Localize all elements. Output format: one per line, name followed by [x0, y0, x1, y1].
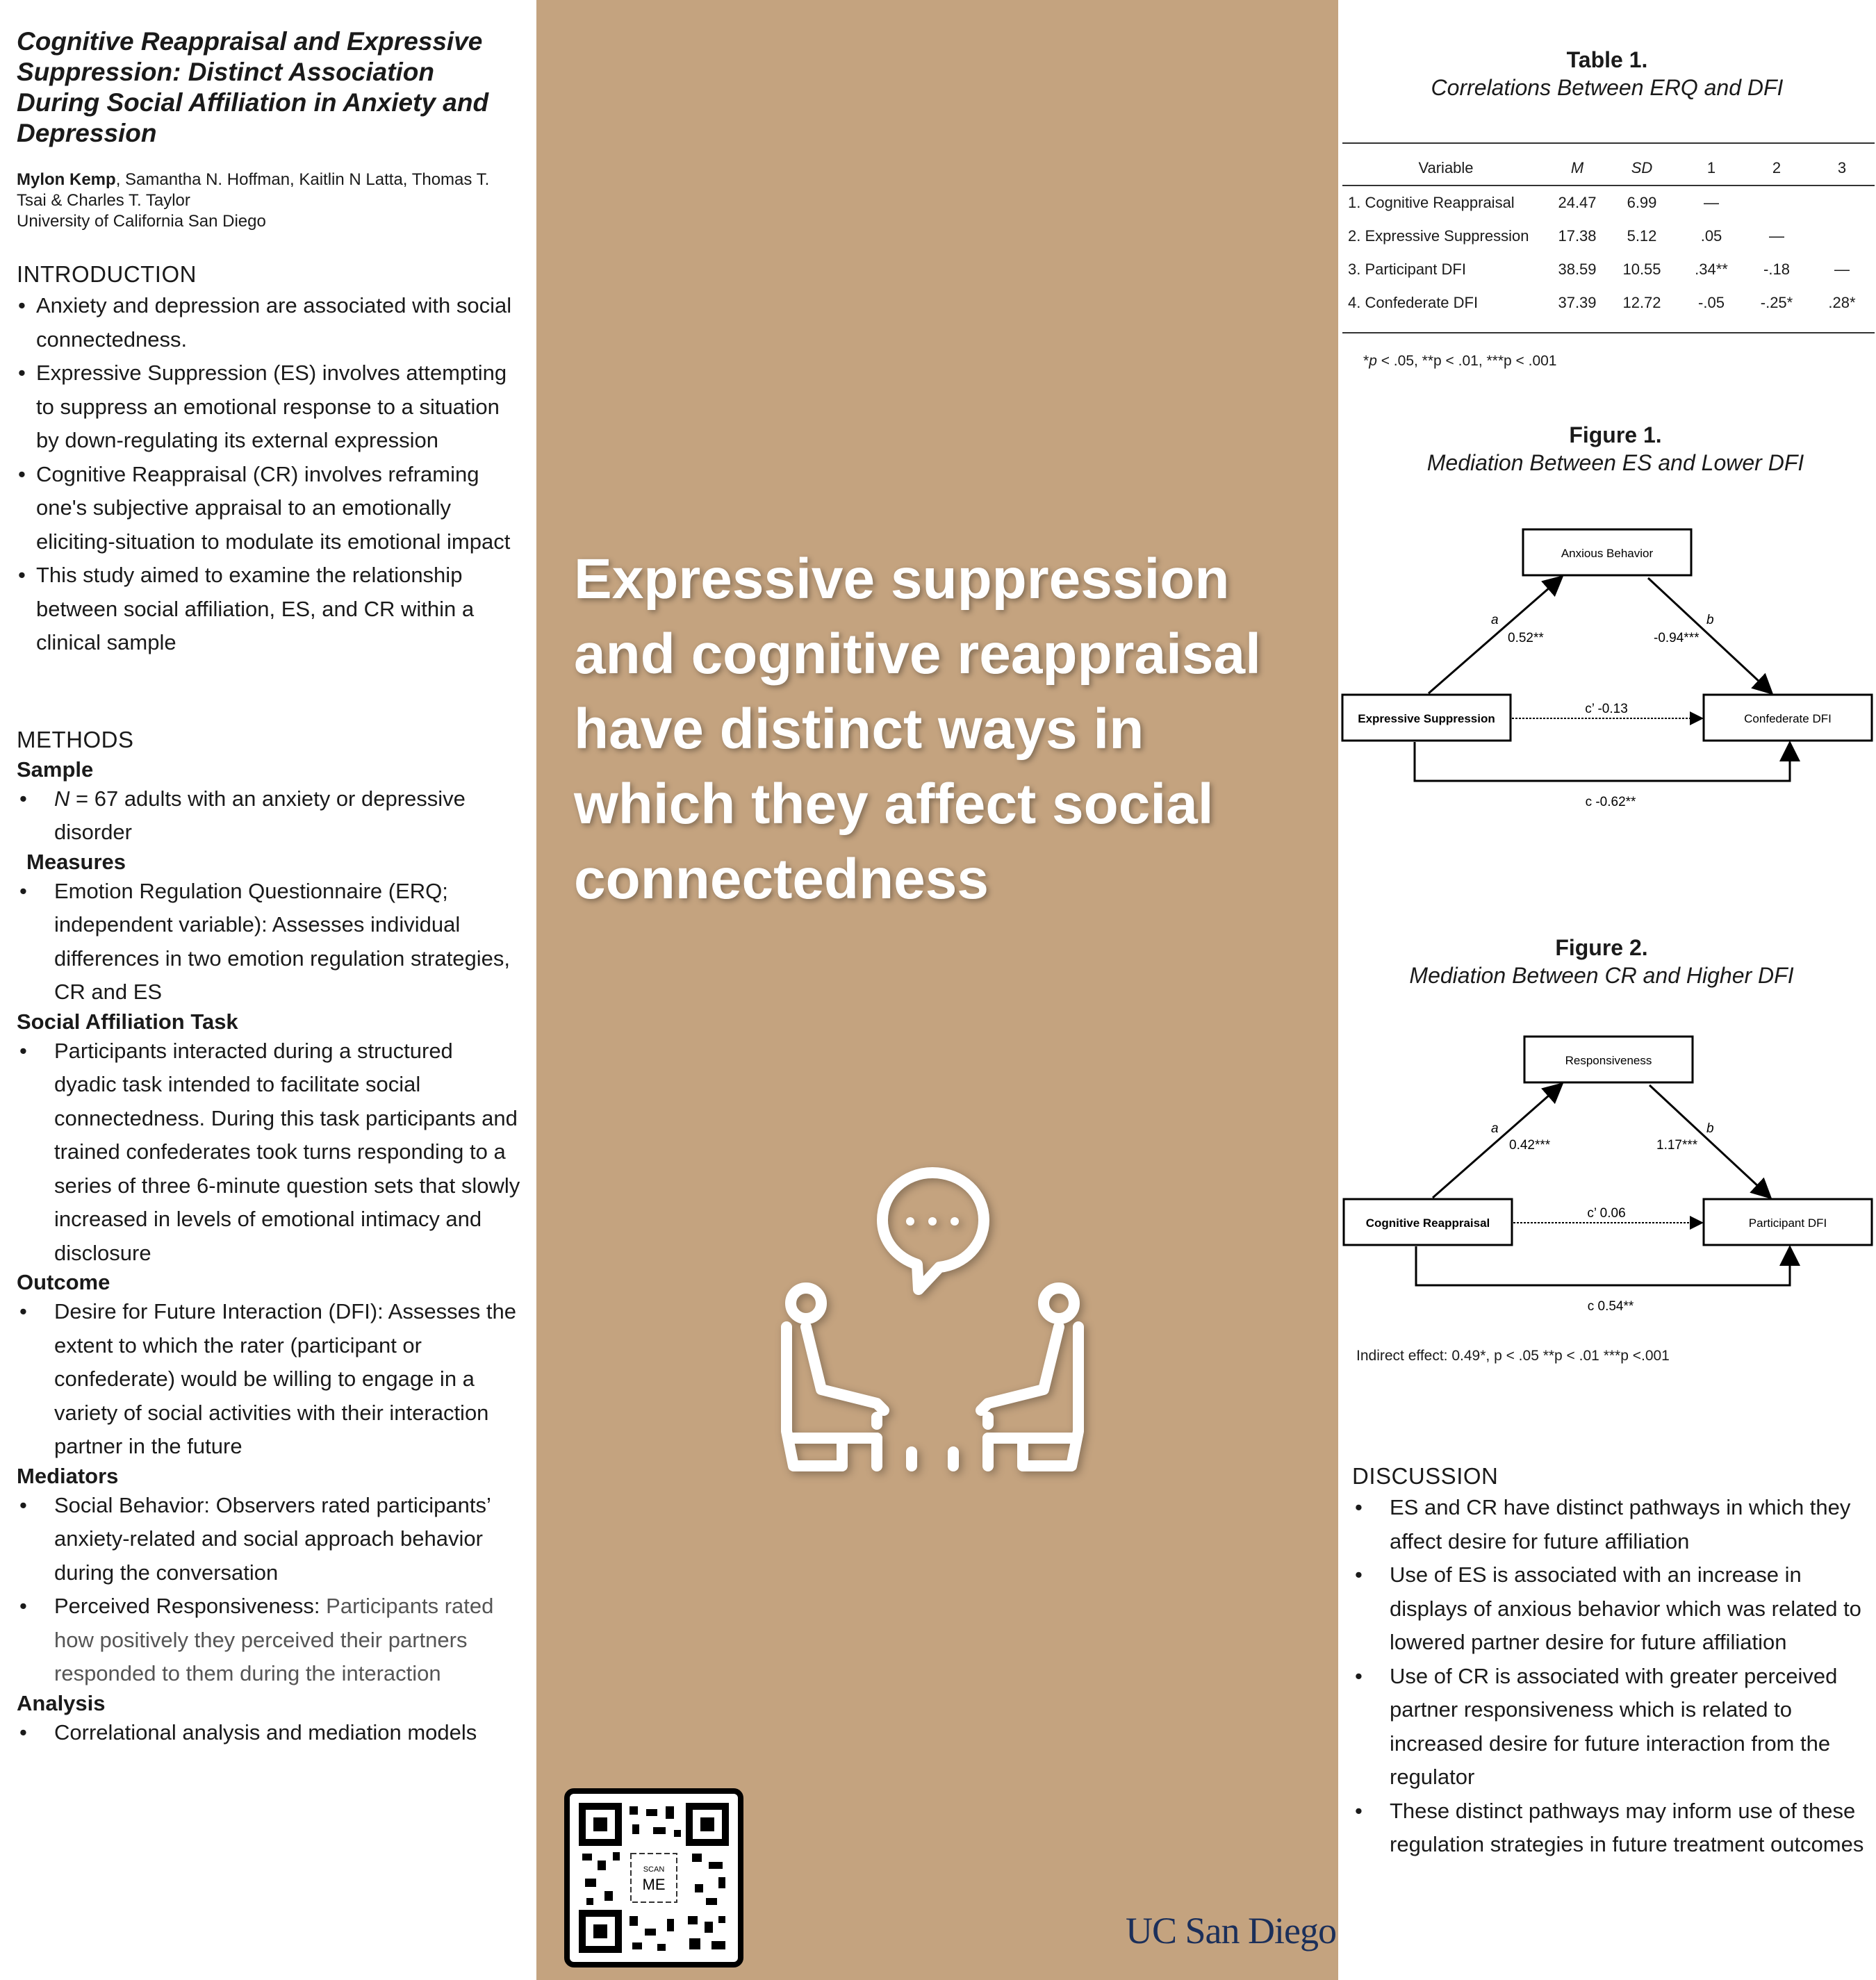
sample-n-symbol: N — [54, 786, 70, 811]
list-item: • This study aimed to examine the relationship between social affiliation, ES, and CR within a clinical sample — [17, 559, 521, 660]
list-item: • Desire for Future Interaction (DFI): Assesses the extent to which the rater (participant or confederate) would be willing to engage in a variety of social activities with their interaction partner in the future — [17, 1295, 521, 1464]
list-item: • Use of ES is associated with an increase in displays of anxious behavior which was related to lowered partner desire for future affiliation — [1352, 1558, 1866, 1660]
a-label: a — [1491, 613, 1499, 627]
list-item — [17, 1590, 521, 1691]
correlation-table — [1342, 151, 1875, 320]
row-value-cell — [1809, 220, 1875, 253]
right-column — [1338, 0, 1876, 1980]
table-row — [1342, 253, 1875, 286]
qr-pattern-icon — [570, 1794, 738, 1962]
mediator-label: Anxious Behavior — [1561, 547, 1654, 560]
figure1-label: Figure 1. — [1569, 422, 1662, 447]
table1-caption — [1338, 46, 1876, 101]
discussion-heading: DISCUSSION — [1352, 1463, 1499, 1489]
row-variable-cell: 4. Confederate DFI — [1348, 294, 1479, 311]
row-variable-cell: 2. Expressive Suppression — [1348, 227, 1529, 245]
introduction-section — [17, 261, 521, 660]
analysis-heading: Analysis — [17, 1690, 106, 1715]
col-variable: Variable — [1418, 159, 1474, 176]
row-value-cell: .34** — [1695, 261, 1728, 278]
b-label: b — [1706, 1121, 1714, 1136]
row-value-cell — [1809, 185, 1875, 220]
b-value: 1.17*** — [1656, 1138, 1698, 1153]
row-value-cell: 12.72 — [1622, 294, 1661, 311]
table1-top-rule — [1342, 142, 1875, 144]
list-item: • Anxiety and depression are associated with social connectedness. — [17, 289, 521, 356]
path-c-arrow — [1416, 1246, 1790, 1285]
figure2-mediation-diagram — [1338, 1021, 1876, 1327]
row-value-cell: .28* — [1828, 294, 1856, 311]
row-variable-cell: 3. Participant DFI — [1348, 261, 1466, 278]
list-item: • Participants interacted during a structured dyadic task intended to facilitate social connectedness. During this task participants and trained confederates took turns responding to a series of three 6-minute question sets that slowly increased in levels of emotional intimacy and disclosure — [17, 1034, 521, 1271]
conversation-icon — [773, 1160, 1092, 1487]
outcome-list — [17, 1295, 521, 1464]
mediator-label: Responsiveness — [1565, 1054, 1652, 1067]
table-row — [1342, 185, 1875, 220]
cprime-value: c’ -0.13 — [1585, 702, 1628, 716]
b-label: b — [1706, 613, 1714, 627]
table1-title: Correlations Between ERQ and DFI — [1431, 75, 1784, 100]
row-value-cell — [1744, 185, 1809, 220]
methods-section — [17, 727, 521, 1750]
mediators-list — [17, 1489, 521, 1691]
predictor-label: Expressive Suppression — [1358, 712, 1495, 725]
mediator2-label: Perceived Responsiveness: — [54, 1594, 320, 1618]
row-value-cell: -.18 — [1763, 261, 1790, 278]
row-value-cell: — — [1769, 227, 1784, 245]
col-2: 2 — [1772, 159, 1782, 176]
cprime-value: c’ 0.06 — [1587, 1206, 1626, 1221]
left-column — [0, 0, 536, 1980]
figure2-caption — [1333, 934, 1870, 989]
author-block — [17, 170, 521, 232]
poster-title: Cognitive Reappraisal and Expressive Suppression: Distinct Association During Social Affiliation in Anxiety and Depression — [17, 27, 489, 147]
discussion-list — [1352, 1491, 1866, 1862]
lead-author: Mylon Kemp — [17, 170, 116, 189]
col-1: 1 — [1706, 159, 1716, 176]
task-heading: Social Affiliation Task — [17, 1009, 238, 1034]
table1-label: Table 1. — [1566, 47, 1648, 72]
center-panel — [536, 0, 1338, 1980]
a-value: 0.42*** — [1509, 1138, 1551, 1153]
qr-me-label: ME — [642, 1876, 666, 1893]
list-item — [17, 782, 521, 850]
table-row — [1342, 220, 1875, 253]
methods-heading: METHODS — [17, 726, 134, 752]
key-finding-headline: Expressive suppression and cognitive reappraisal have distinct ways in which they affect social connectedness — [574, 547, 1261, 911]
list-item: • These distinct pathways may inform use of these regulation strategies in future treatment outcomes — [1352, 1795, 1866, 1862]
list-item: • Correlational analysis and mediation models — [17, 1716, 521, 1750]
qr-scan-label: SCAN — [643, 1865, 665, 1874]
outcome-label: Participant DFI — [1748, 1216, 1827, 1230]
measures-heading: Measures — [26, 849, 126, 874]
c-value: c 0.54** — [1587, 1299, 1634, 1314]
list-item: • Social Behavior: Observers rated participants’ anxiety-related and social approach behavior during the conversation — [17, 1489, 521, 1590]
row-value-cell: -.25* — [1760, 294, 1793, 311]
row-variable-cell: 1. Cognitive Reappraisal — [1348, 194, 1515, 211]
figure2-label: Figure 2. — [1555, 935, 1648, 960]
table-header-row — [1342, 151, 1875, 185]
a-label: a — [1491, 1121, 1499, 1136]
a-value: 0.52** — [1508, 631, 1544, 645]
row-value-cell: -.05 — [1698, 294, 1725, 311]
figure2-title: Mediation Between CR and Higher DFI — [1409, 963, 1794, 988]
predictor-label: Cognitive Reappraisal — [1365, 1216, 1490, 1230]
table-row — [1342, 286, 1875, 320]
indirect-effect-note: Indirect effect: 0.49*, p < .05 **p < .01 ***p <.001 — [1356, 1348, 1670, 1364]
figure1-caption — [1347, 421, 1876, 477]
col-m: M — [1570, 159, 1584, 176]
figure1-mediation-diagram — [1338, 514, 1876, 820]
list-item: • Use of CR is associated with greater perceived partner responsiveness which is related to increased desire for future interaction from the regulator — [1352, 1660, 1866, 1795]
affiliation: University of California San Diego — [17, 212, 266, 231]
col-3: 3 — [1837, 159, 1847, 176]
row-value-cell: — — [1834, 261, 1850, 278]
path-c-arrow — [1415, 742, 1790, 781]
task-list — [17, 1034, 521, 1271]
panel-background — [536, 0, 1338, 1980]
row-value-cell: 6.99 — [1627, 194, 1657, 211]
table-body — [1342, 185, 1875, 320]
sample-heading: Sample — [17, 757, 94, 782]
table1-bottom-rule — [1342, 332, 1875, 333]
qr-code[interactable] — [564, 1788, 743, 1967]
ucsd-logo: UC San Diego — [1126, 1910, 1336, 1952]
row-value-cell: .05 — [1700, 227, 1722, 245]
sample-list — [17, 782, 521, 850]
list-item: • ES and CR have distinct pathways in which they affect desire for future affiliation — [1352, 1491, 1866, 1558]
row-value-cell: — — [1704, 194, 1719, 211]
row-value-cell: 38.59 — [1558, 261, 1597, 278]
mediators-heading: Mediators — [17, 1463, 119, 1488]
table1-note: *p < .05, **p < .01, ***p < .001 — [1363, 353, 1557, 369]
discussion-section — [1352, 1463, 1866, 1862]
row-value-cell: 17.38 — [1558, 227, 1597, 245]
col-sd: SD — [1631, 159, 1653, 176]
row-value-cell: 5.12 — [1627, 227, 1657, 245]
analysis-list — [17, 1716, 521, 1750]
b-value: -0.94*** — [1654, 631, 1700, 645]
row-value-cell: 10.55 — [1622, 261, 1661, 278]
row-value-cell: 37.39 — [1558, 294, 1597, 311]
co-authors: , Samantha N. Hoffman, Kaitlin N Latta, Thomas T. Tsai & Charles T. Taylor — [17, 170, 490, 210]
introduction-heading: INTRODUCTION — [17, 261, 197, 287]
list-item: • Emotion Regulation Questionnaire (ERQ; independent variable): Assesses individual differences in two emotion regulation strategies, CR and ES — [17, 875, 521, 1009]
introduction-list — [17, 289, 521, 660]
list-item: • Expressive Suppression (ES) involves attempting to suppress an emotional response to a situation by down-regulating its external expression — [17, 356, 521, 458]
outcome-heading: Outcome — [17, 1270, 110, 1294]
mediator2-text: Participants rated how positively they perceived their partners responded to them during the interaction — [54, 1594, 494, 1685]
list-item: • Cognitive Reappraisal (CR) involves reframing one's subjective appraisal to an emotionally eliciting-situation to modulate its emotional impact — [17, 458, 521, 559]
c-value: c -0.62** — [1585, 795, 1636, 809]
measures-list — [17, 875, 521, 1009]
row-value-cell: 24.47 — [1558, 194, 1597, 211]
sample-text: = 67 adults with an anxiety or depressive disorder — [54, 786, 466, 844]
figure1-title: Mediation Between ES and Lower DFI — [1426, 450, 1804, 475]
outcome-label: Confederate DFI — [1744, 712, 1832, 725]
